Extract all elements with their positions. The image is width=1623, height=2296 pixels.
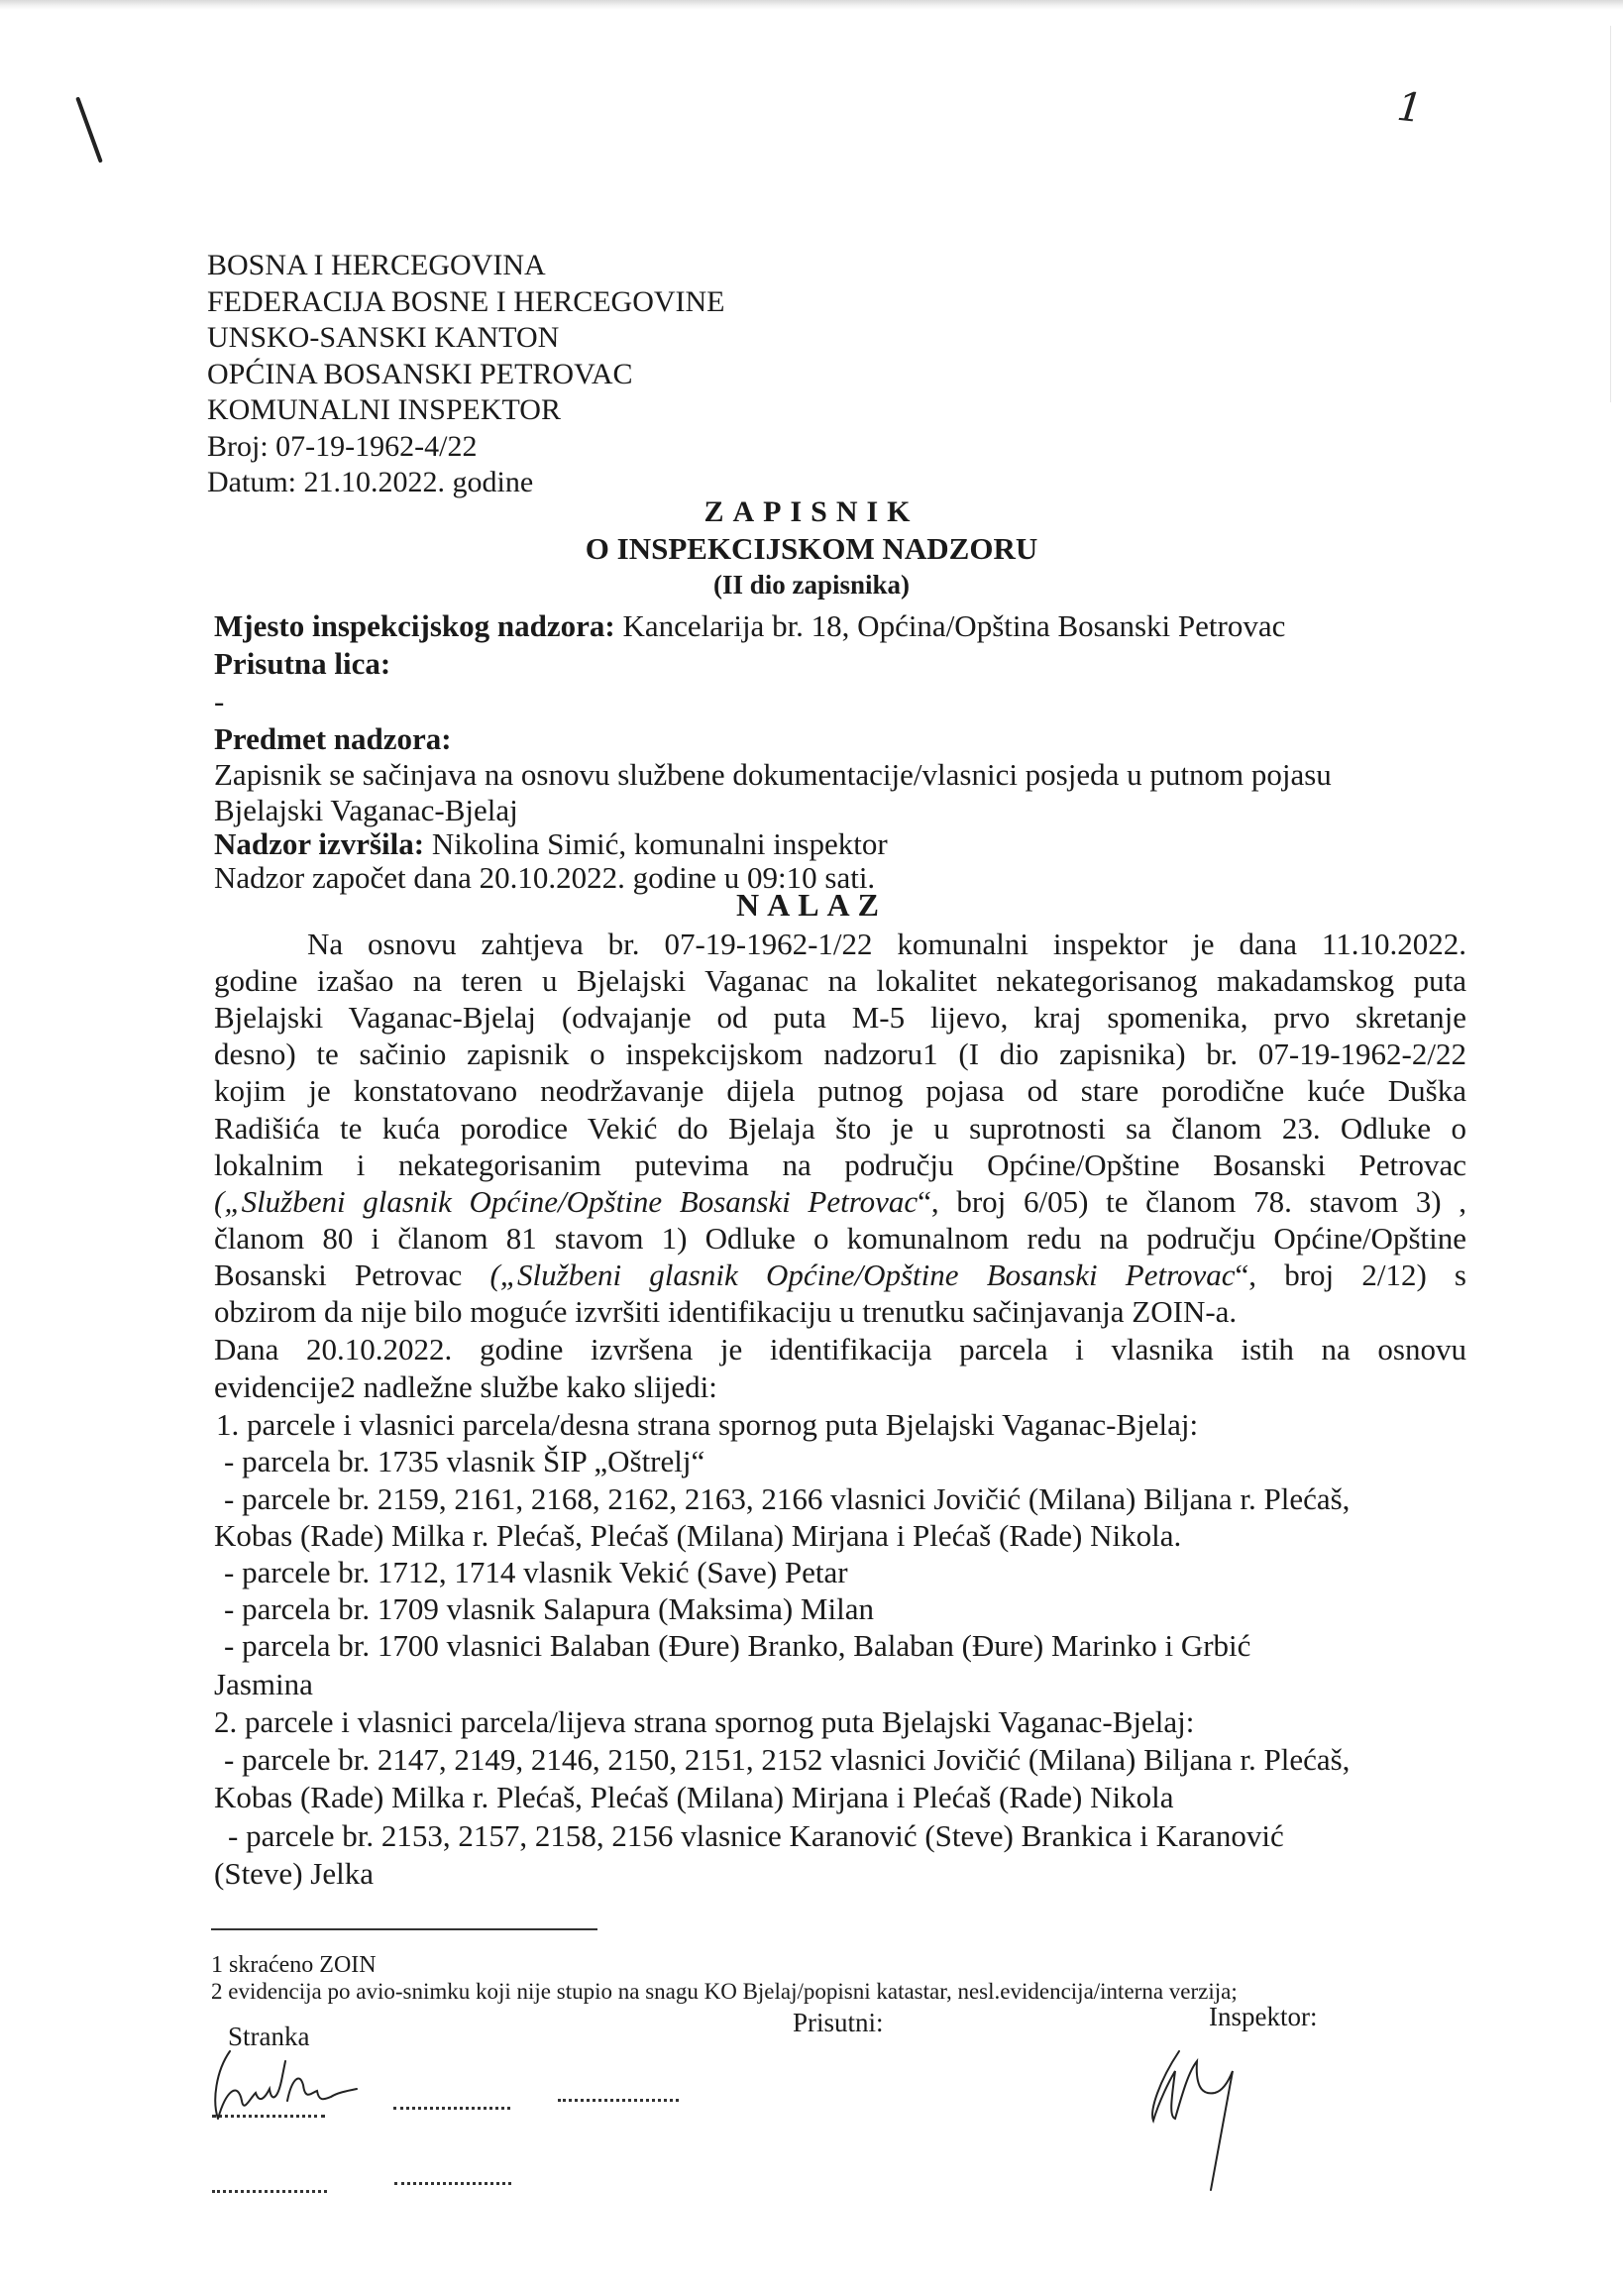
nalaz-paragraph-line: Na osnovu zahtjeva br. 07-19-1962-1/22 komunalni inspektor je dana 11.10.2022. — [307, 927, 1466, 961]
document-subtitle: O INSPEKCIJSKOM NADZORU — [585, 531, 1038, 566]
header-date: Datum: 21.10.2022. godine — [207, 466, 534, 498]
header-number: Broj: 07-19-1962-4/22 — [207, 429, 478, 463]
nalaz-paragraph-line: lokalnim i nekategorisanim putevima na području Općine/Opštine Bosanski Petrovac — [214, 1148, 1466, 1182]
nalaz-paragraph-line — [214, 1184, 1466, 1220]
present-signature-line-2 — [394, 2182, 511, 2185]
nalaz-paragraph-line: kojim je konstatovano neodržavanje dijela putnog pojasa od stare porodične kuće Duška — [214, 1073, 1466, 1108]
inspector-signature — [1120, 2031, 1288, 2200]
list-heading: 2. parcele i vlasnici parcela/lijeva strana spornog puta Bjelajski Vaganac-Bjelaj: — [214, 1704, 1195, 1739]
nalaz-paragraph-line: Bjelajski Vaganac-Bjelaj (odvajanje od puta M-5 lijevo, kraj spomenika, prvo skretanje — [214, 1000, 1466, 1035]
document-title: ZAPISNIK — [703, 495, 920, 528]
footnote-2: 2 evidencija po avio-snimku koji nije stupio na snagu KO Bjelaj/popisni katastar, nesl.evidencija/interna verzija; — [211, 1979, 1238, 2004]
subject-text: Zapisnik se sačinjava na osnovu službene dokumentacije/vlasnici posjeda u putnom pojasu — [214, 757, 1332, 792]
list-heading: 1. parcele i vlasnici parcela/desna strana spornog puta Bjelajski Vaganac-Bjelaj: — [216, 1407, 1199, 1442]
list-item: - parcela br. 1700 vlasnici Balaban (Đure) Branko, Balaban (Đure) Marinko i Grbić — [224, 1628, 1251, 1663]
gazette-citation: („Službeni glasnik Općine/Opštine Bosanski Petrovac — [214, 1184, 919, 1219]
list-item-cont: (Steve) Jelka — [214, 1856, 374, 1891]
nalaz-paragraph-line: godine izašao na teren u Bjelajski Vaganac na lokalitet nekategorisanog makadamskog puta — [214, 963, 1466, 998]
subject-text-cont: Bjelajski Vaganac-Bjelaj — [214, 793, 518, 827]
party-signature-line-2 — [212, 2190, 327, 2193]
gazette-citation: („Službeni glasnik Općine/Opštine Bosanski Petrovac — [489, 1257, 1236, 1292]
nalaz-heading: NALAZ — [735, 887, 887, 923]
document-part: (II dio zapisnika) — [712, 570, 911, 600]
scan-edge-right — [1610, 26, 1611, 402]
present-signature-line — [393, 2107, 510, 2110]
list-item: - parcela br. 1709 vlasnik Salapura (Maksima) Milan — [224, 1591, 874, 1626]
list-item: - parcele br. 2159, 2161, 2168, 2162, 2163, 2166 vlasnici Jovičić (Milana) Biljana r. Plećaš, — [224, 1481, 1351, 1516]
footnote-1: 1 skraćeno ZOIN — [211, 1952, 377, 1978]
performed-value: Nikolina Simić, komunalni inspektor — [424, 826, 888, 861]
started-text: Nadzor započet dana 20.10.2022. godine u 09:10 sati. — [214, 860, 876, 895]
header-municipality: OPĆINA BOSANSKI PETROVAC — [207, 357, 633, 390]
list-item: - parcele br. 2147, 2149, 2146, 2150, 2151, 2152 vlasnici Jovičić (Milana) Biljana r. Plećaš, — [224, 1742, 1351, 1777]
nalaz-paragraph-line: evidencije2 nadležne službe kako slijedi: — [214, 1369, 717, 1404]
header-canton: UNSKO-SANSKI KANTON — [207, 321, 560, 354]
footnote-separator — [211, 1928, 597, 1930]
handwritten-page-number: 1 — [1394, 83, 1425, 133]
nalaz-paragraph-line — [214, 1257, 1466, 1293]
list-item: - parcele br. 2153, 2157, 2158, 2156 vlasnice Karanović (Steve) Brankica i Karanović — [228, 1818, 1284, 1853]
list-item: - parcele br. 1712, 1714 vlasnik Vekić (Save) Petar — [224, 1555, 848, 1589]
nalaz-paragraph-line: članom 80 i članom 81 stavom 1) Odluke o komunalnom redu na području Općine/Opštine — [214, 1221, 1466, 1256]
list-item-cont: Kobas (Rade) Milka r. Plećaš, Plećaš (Milana) Mirjana i Plećaš (Rade) Nikola — [214, 1780, 1174, 1814]
nalaz-paragraph-line: desno) te sačinio zapisnik o inspekcijskom nadzoru1 (I dio zapisnika) br. 07-19-1962-2/22 — [214, 1037, 1466, 1071]
document-header — [207, 248, 725, 501]
inspector-signature-label: Inspektor: — [1209, 2002, 1318, 2031]
performed-label: Nadzor izvršila: — [214, 826, 425, 861]
gazette-citation-rest: “, broj 2/12) s — [1235, 1257, 1466, 1292]
subject-label: Predmet nadzora: — [214, 721, 452, 756]
list-item-cont: Jasmina — [214, 1667, 313, 1701]
party-signature — [208, 2041, 377, 2140]
header-country: BOSNA I HERCEGOVINA — [207, 249, 546, 281]
place-label: Mjesto inspekcijskog nadzora: — [214, 608, 615, 643]
place-row — [214, 608, 1285, 644]
scan-edge-top — [0, 0, 1623, 10]
header-office: KOMUNALNI INSPEKTOR — [207, 393, 561, 426]
nalaz-paragraph-line: Radišića te kuća porodice Vekić do Bjelaja što je u suprotnosti sa članom 23. Odluke o — [214, 1111, 1466, 1146]
inspector-signature-line — [558, 2099, 679, 2102]
performed-row — [214, 826, 888, 862]
header-entity: FEDERACIJA BOSNE I HERCEGOVINE — [207, 284, 725, 318]
present-signature-label: Prisutni: — [793, 2008, 884, 2037]
present-value: - — [214, 684, 225, 718]
list-item-cont: Kobas (Rade) Milka r. Plećaš, Plećaš (Milana) Mirjana i Plećaš (Rade) Nikola. — [214, 1518, 1182, 1553]
nalaz-paragraph-line: obzirom da nije bilo moguće izvršiti identifikaciju u trenutku sačinjavanja ZOIN-a. — [214, 1294, 1238, 1329]
text: Bosanski Petrovac — [214, 1257, 490, 1292]
place-value: Kancelarija br. 18, Općina/Opština Bosanski Petrovac — [614, 608, 1286, 643]
nalaz-paragraph-line: Dana 20.10.2022. godine izvršena je identifikacija parcela i vlasnika istih na osnovu — [214, 1332, 1466, 1367]
gazette-citation-rest: “, broj 6/05) te članom 78. stavom 3) , — [918, 1184, 1467, 1219]
list-item: - parcela br. 1735 vlasnik ŠIP „Oštrelj“ — [224, 1444, 705, 1478]
present-label: Prisutna lica: — [214, 646, 391, 681]
party-signature-label: Stranka — [228, 2022, 310, 2051]
handwritten-pen-mark — [75, 96, 103, 163]
